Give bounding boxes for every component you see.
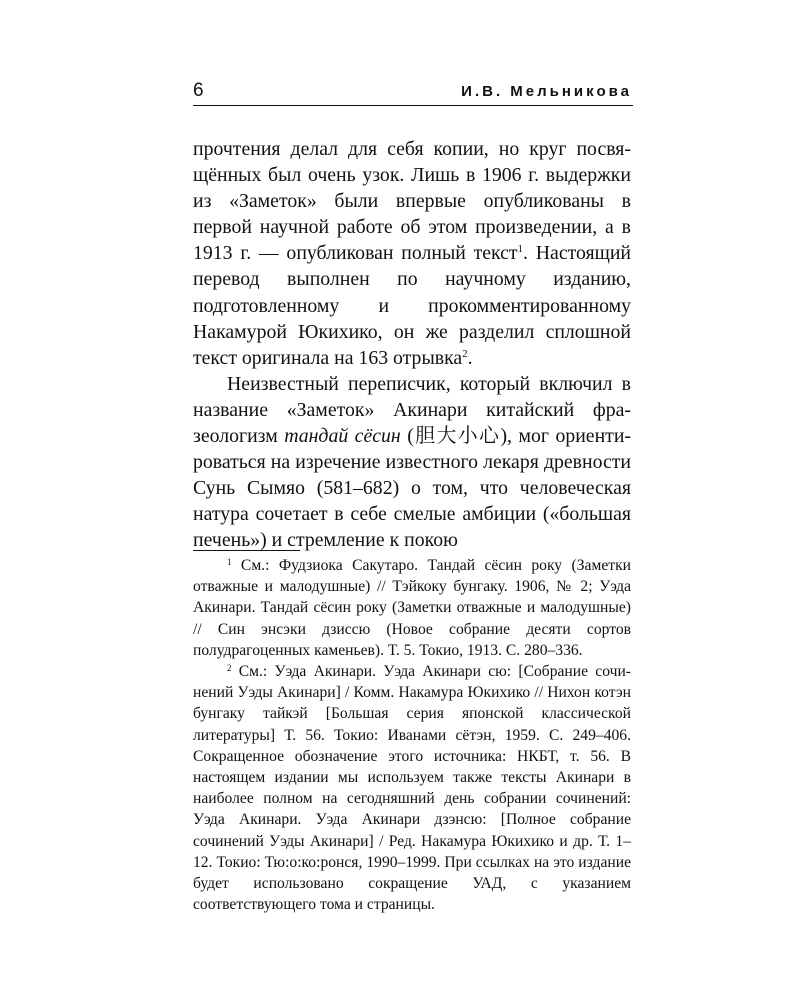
paragraph-1 [193,136,631,371]
main-text [193,136,631,554]
paragraph-2 [193,371,631,554]
footnote-rule [193,550,300,551]
paragraph-1-text-3: . [467,346,473,369]
header-rule [193,105,633,106]
footnote-1 [193,555,631,661]
footnote-1-text: См.: Фудзиока Сакутаро. Тандай сёсин року (Заметки отважные и малодушные) // Тэйкоку бунгаку. 1906, № 2; Уэда Акинари. Тандай сёсин року (Заметки отважные и малодушные) // Син энсэки дзиссю (Новое собрание десяти сортов полудрагоценных каменьев). Т. 5. Токио, 1913. С. 280–336. [193,557,631,659]
footnote-ref-2[interactable]: 2 [462,347,468,360]
running-head-author: И.В. Мельникова [461,83,632,100]
footnotes [193,555,631,915]
paragraph-2-text-2: (胆大小心), мог ориентироваться на изречение известного лекаря древности Сунь Сымяо (581–682) о том, что человеческая натура сочетает в себе смелые амбиции («большая печень») и стремление к покою [193,425,631,552]
paragraph-1-text-2: . Настоящий перевод выполнен по научному изданию, подготовленному и прокомментированному Накамурой Юкихико, он же разделил сплошной текст оригинала на 163 отрывка [193,242,631,369]
italic-term: тандай сёсин [284,425,401,448]
page-number: 6 [193,80,204,101]
footnote-2-text: См.: Уэда Акинари. Уэда Акинари сю: [Собрание сочинений Уэды Акинари] / Комм. Накамура Юкихико // Нихон котэн бунгаку тайкэй [Большая серия японской классической литературы] Т. 56. Токио: Иванами сётэн, 1959. С. 249–406. Сокращенное обозначение этого источника: НКБТ, т. 56. В настоящем издании мы используем также тексты Акинари в наиболее полном на сегодняшний день собрании сочинений: Уэда Акинари. Уэда Акинари дзэнсю: [Полное собрание сочинений Уэды Акинари] / Ред. Накамура Юкихико и др. Т. 1–12. Токио: Тю:о:ко:ронся, 1990–1999. При ссылках на это издание будет использовано сокращение УАД, с указанием соответствующего тома и страницы. [193,663,631,914]
footnote-2 [193,661,631,915]
footnote-ref-1[interactable]: 1 [517,243,524,256]
footnote-2-marker: 2 [227,663,232,674]
footnote-1-marker: 1 [227,557,232,567]
paragraph-2-text-1: Неизвестный переписчик, который включил в название «Заметок» Акинари китайский фразеологизм [193,372,631,448]
paragraph-1-text-1: прочтения делал для себя копии, но круг посвящённых был очень узок. Лишь в 1906 г. выдержки из «Заметок» были впервые опубликованы в первой научной работе об этом произведении, а в 1913 г. — опубликован полный текст [193,138,631,265]
